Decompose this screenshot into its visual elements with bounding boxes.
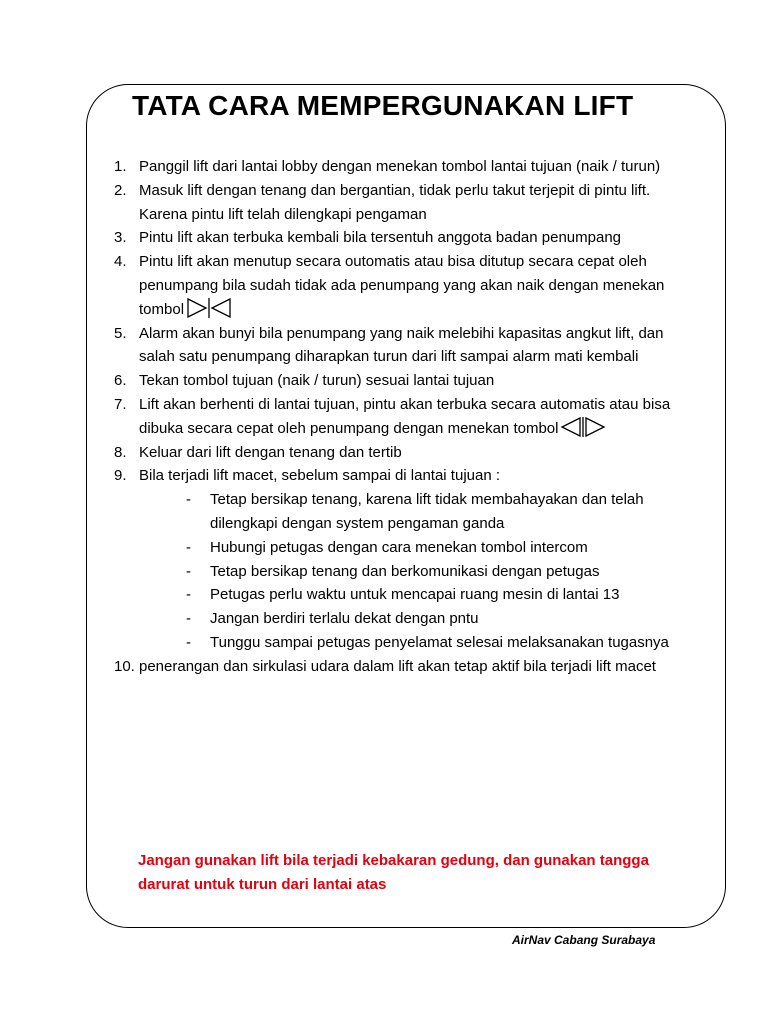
sub-item-text: Petugas perlu waktu untuk mencapai ruang mesin di lantai 13 (210, 586, 620, 604)
sub-item-text: Jangan berdiri terlalu dekat dengan pntu (210, 610, 479, 628)
item-number: 6. (114, 372, 127, 390)
sub-list-item (186, 631, 684, 655)
list-item (114, 250, 684, 321)
item-text: penerangan dan sirkulasi udara dalam lift akan tetap aktif bila terjadi lift macet (139, 657, 656, 675)
page-title: TATA CARA MEMPERGUNAKAN LIFT (132, 90, 634, 121)
sub-list-item (186, 607, 684, 631)
instruction-list (114, 155, 684, 679)
list-item (114, 441, 684, 465)
sub-list-item (186, 488, 684, 536)
dash-bullet: - (186, 491, 191, 509)
list-item (114, 226, 684, 250)
item-text: Masuk lift dengan tenang dan bergantian, tidak perlu takut terjepit di pintu lift. Karena pintu lift telah dilengkapi pengaman (139, 181, 651, 223)
fire-warning-text: Jangan gunakan lift bila terjadi kebakaran gedung, dan gunakan tangga darurat untuk turun dari lantai atas (138, 852, 649, 893)
item-text: Lift akan berhenti di lantai tujuan, pintu akan terbuka secara automatis atau bisa dibuka secara cepat oleh penumpang dengan menekan tombol (139, 395, 671, 437)
list-item (114, 369, 684, 393)
dash-bullet: - (186, 538, 191, 556)
sub-list-item (186, 583, 684, 607)
sub-item-text: Tunggu sampai petugas penyelamat selesai melaksanakan tugasnya (210, 633, 669, 651)
item-text: Alarm akan bunyi bila penumpang yang naik melebihi kapasitas angkut lift, dan salah satu penumpang diharapkan turun dari lift sampai alarm mati kembali (139, 324, 664, 366)
sub-item-text: Tetap bersikap tenang dan berkomunikasi dengan petugas (210, 562, 600, 580)
sub-list-item (186, 536, 684, 560)
item-text: Panggil lift dari lantai lobby dengan menekan tombol lantai tujuan (naik / turun) (139, 158, 661, 175)
list-item (114, 464, 684, 488)
item-number: 10. (114, 657, 135, 675)
dash-bullet: - (186, 562, 191, 580)
dash-bullet: - (186, 610, 191, 628)
item-text: Pintu lift akan terbuka kembali bila tersentuh anggota badan penumpang (139, 229, 621, 247)
item-number: 2. (114, 181, 127, 199)
item-text: Pintu lift akan menutup secara outomatis atau bisa ditutup secara cepat oleh penumpang bila sudah tidak ada penumpang yang akan naik dengan menekan tombol (139, 253, 665, 318)
list-item (114, 155, 684, 179)
item-number: 3. (114, 229, 127, 247)
footer-signature: AirNav Cabang Surabaya (512, 933, 656, 947)
item-number: 5. (114, 324, 127, 342)
list-item (114, 393, 684, 441)
item-text-wrap (139, 393, 684, 441)
item-number: 9. (114, 467, 127, 485)
item-number: 7. (114, 395, 127, 413)
sub-item-text: Hubungi petugas dengan cara menekan tombol intercom (210, 538, 588, 556)
dash-bullet: - (186, 633, 191, 651)
item-text-wrap (139, 250, 684, 321)
dash-bullet: - (186, 586, 191, 604)
item-text: Tekan tombol tujuan (naik / turun) sesuai lantai tujuan (139, 372, 495, 390)
item-text: Bila terjadi lift macet, sebelum sampai di lantai tujuan : (139, 467, 501, 485)
item-number: 1. (114, 158, 127, 175)
item-number: 4. (114, 253, 127, 271)
list-item (114, 179, 684, 227)
sub-item-text: Tetap bersikap tenang, karena lift tidak membahayakan dan telah dilengkapi dengan system pengaman ganda (210, 491, 644, 532)
list-item (114, 322, 684, 370)
sub-list-item (186, 560, 684, 584)
item-text: Keluar dari lift dengan tenang dan tertib (139, 443, 402, 461)
item-number: 8. (114, 443, 127, 461)
list-item (114, 655, 684, 679)
close-door-button-icon (185, 298, 233, 318)
open-door-button-icon (559, 417, 607, 437)
